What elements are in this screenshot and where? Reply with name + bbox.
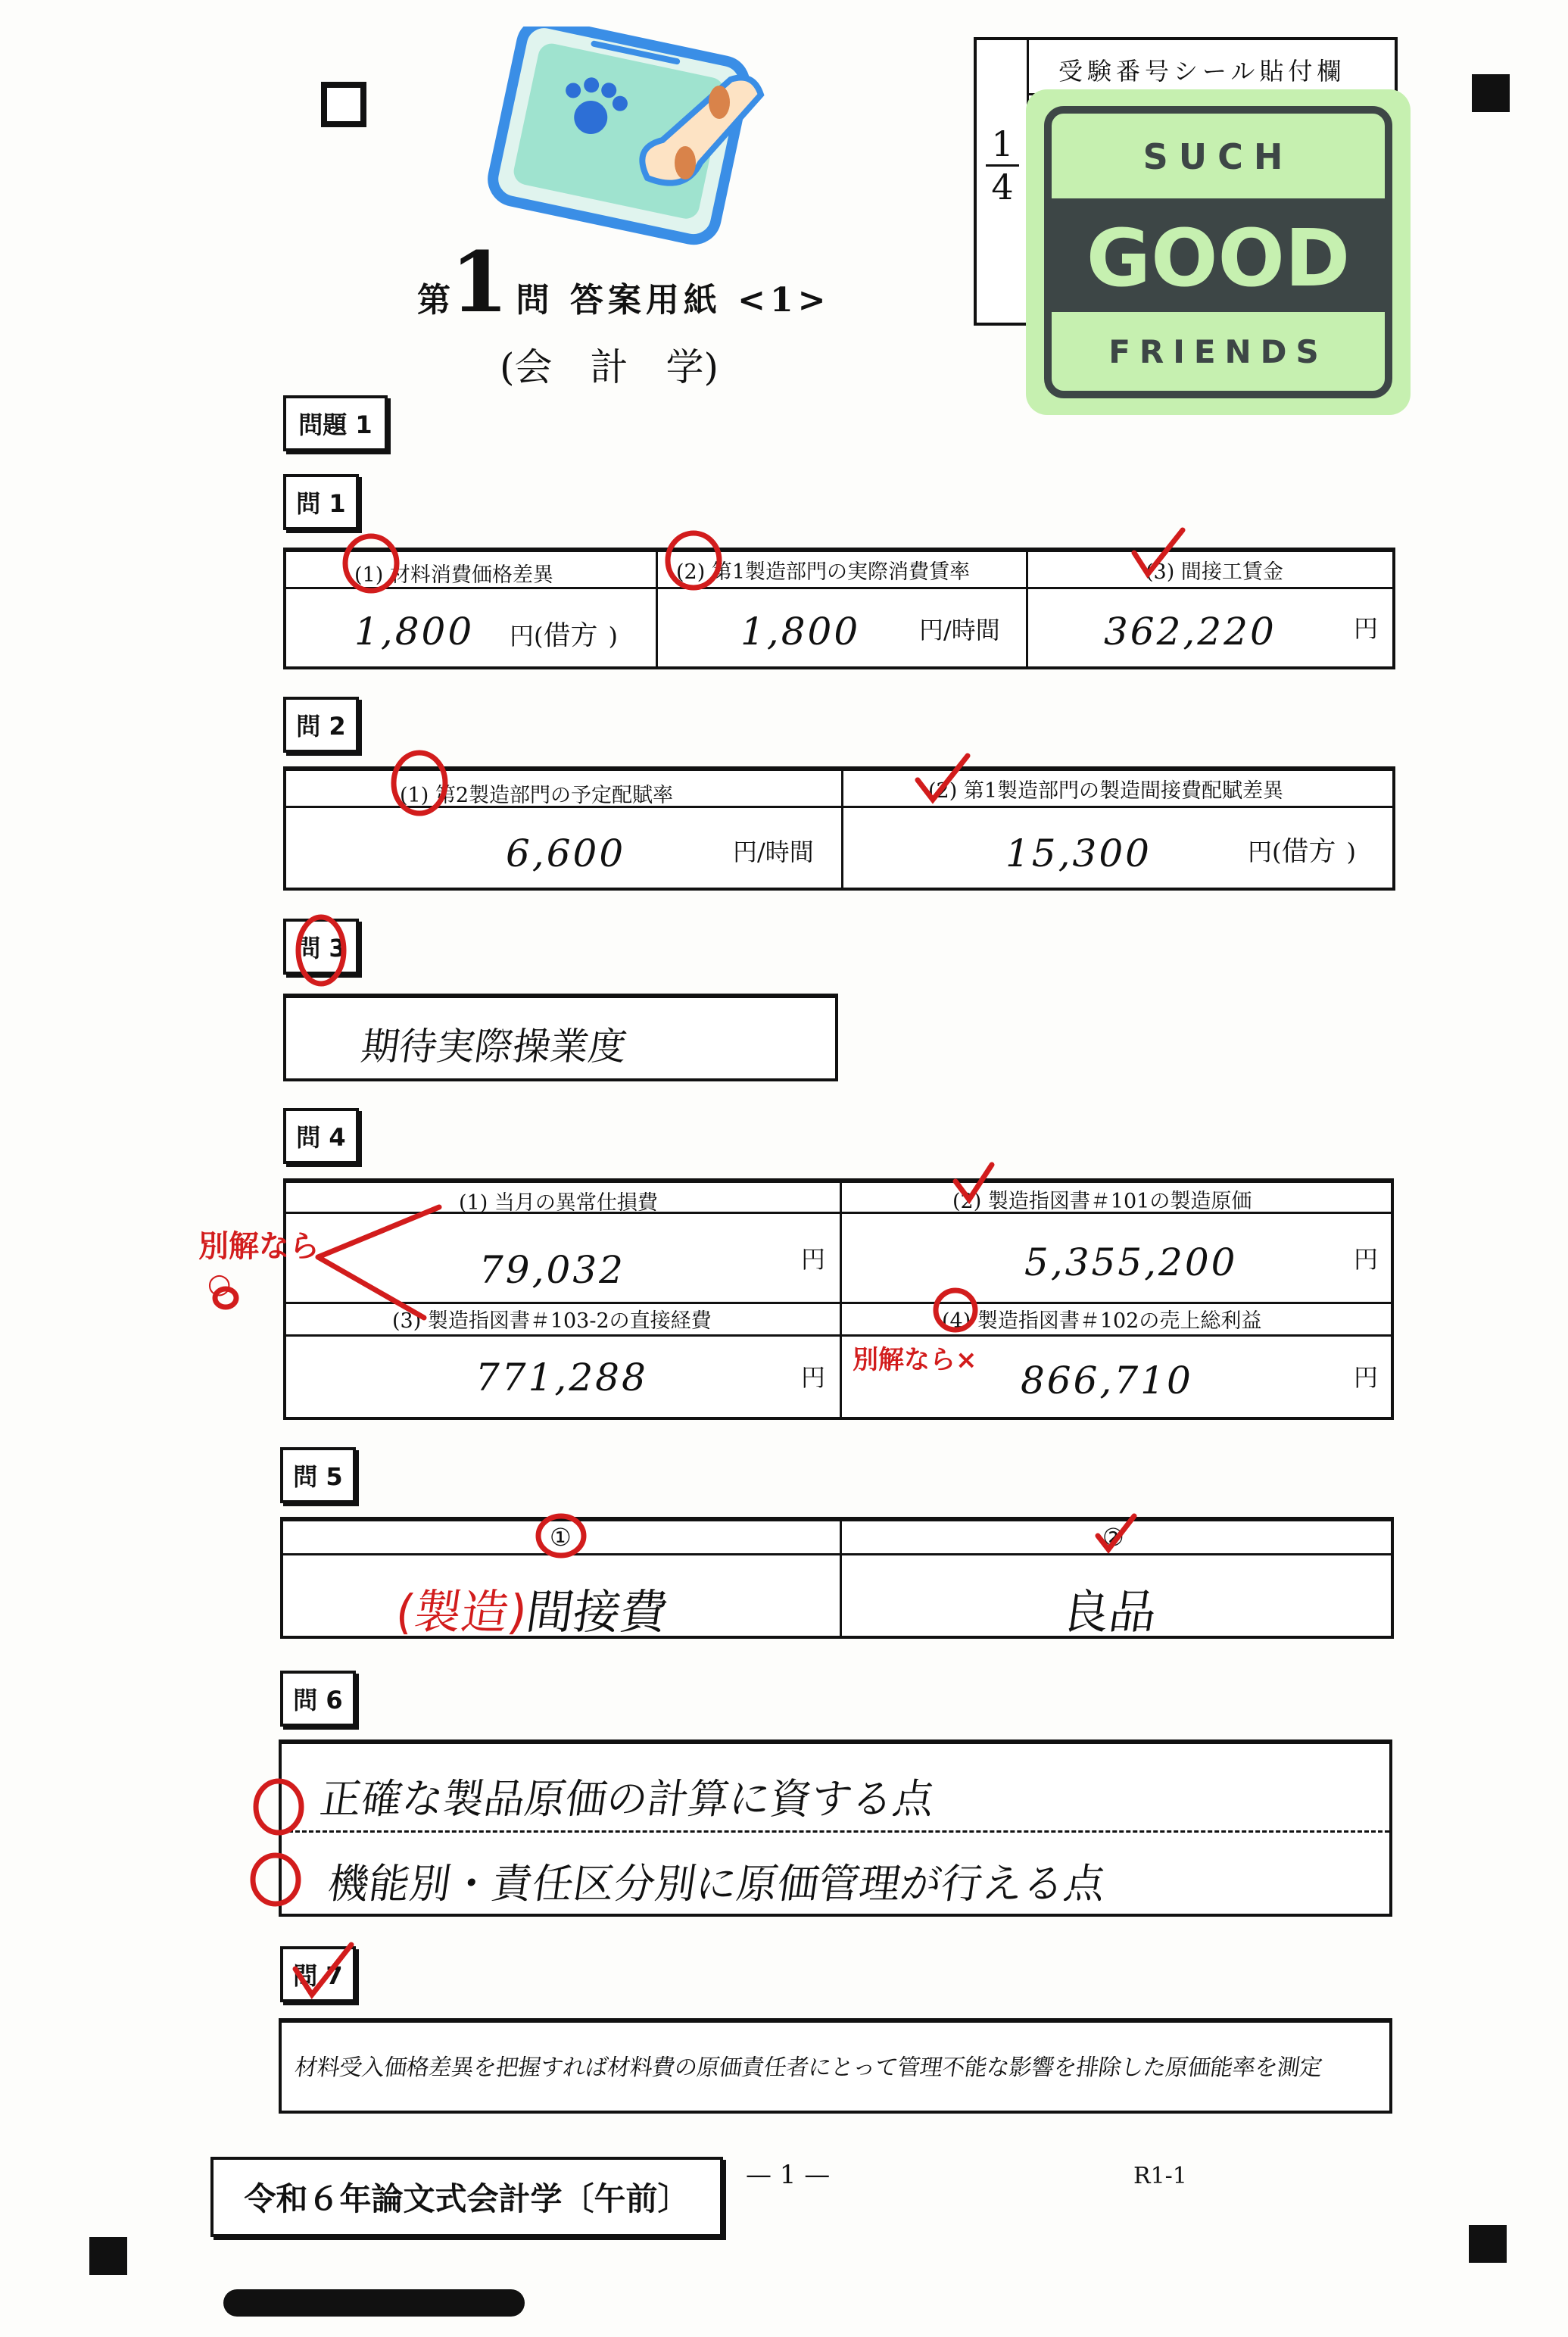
page-number: — 1 — (746, 2160, 831, 2190)
q5-answer-2: 良品 (1058, 1584, 1161, 1640)
exam-title-box: 令和６年論文式会計学〔午前〕 (210, 2157, 723, 2237)
q6-label: 問 6 (280, 1671, 356, 1727)
q4-answer-1: 79,032 (479, 1248, 625, 1292)
q4-answer-3: 771,288 (475, 1356, 648, 1399)
form-code: R1-1 (1133, 2163, 1187, 2189)
q1-table: (1) 材料消費価格差異 (2) 第1製造部門の実際消費賃率 (3) 間接工賃金 1,800 円(借方 ) 1,800 円/時間 362,220 円 (283, 548, 1395, 669)
q4-label: 問 4 (283, 1108, 359, 1164)
q5-label: 問 5 (280, 1447, 356, 1503)
q7-answer: 材料受入価格差異を把握すれば材料費の原価責任者にとって管理不能な影響を排除した原価能率を測定 (293, 2055, 1324, 2081)
q6-answer-1: 正確な製品原価の計算に資する点 (317, 1775, 937, 1823)
redaction-bar (223, 2289, 525, 2317)
q4-answer-4: 866,710 (1021, 1359, 1193, 1403)
grader-note-right: 別解なら× (853, 1345, 977, 1375)
q6-box (279, 1739, 1392, 1917)
q3-label: 問 3 (283, 919, 359, 975)
q2-answer-1: 6,600 (506, 832, 626, 875)
q4-table: (1) 当月の異常仕損費 (2) 製造指図書＃101の製造原価 (3) 製造指図書＃103-2の直接経費 (4) 製造指図書＃102の売上総利益 79,032 円 5,355,200 円 771,288 円 866,710 円 (283, 1178, 1394, 1420)
page-title: 第1 問 答案用紙 <1> (417, 233, 831, 331)
q1-answer-3: 362,220 (1104, 610, 1277, 654)
q5-table: ① ② (製造)間接費 良品 (280, 1517, 1394, 1639)
q2-answer-2: 15,300 (1005, 832, 1152, 875)
good-friends-sticker: SUCH GOOD FRIENDS (1026, 89, 1411, 415)
q1-answer-2: 1,800 (740, 610, 861, 654)
corner-marker-bottom-right (1469, 2225, 1507, 2263)
q2-label: 問 2 (283, 697, 359, 753)
q7-box (279, 2018, 1392, 2114)
q3-box (283, 994, 838, 1081)
corner-marker-bottom-left (89, 2237, 127, 2275)
q4-answer-2: 5,355,200 (1024, 1240, 1238, 1284)
q6-answer-2: 機能別・責任区分別に原価管理が行える点 (325, 1860, 1108, 1908)
corner-marker-top-right (1472, 74, 1510, 112)
page-fraction: 1 4 (986, 123, 1019, 207)
seal-label: 受験番号シール貼付欄 (1058, 57, 1346, 86)
q3-answer: 期待実際操業度 (358, 1025, 630, 1069)
section-label: 問題 1 (283, 395, 388, 451)
corner-marker-top-left (321, 82, 366, 127)
tablet-sticker-icon (458, 27, 791, 254)
grader-note-left: 別解なら ○ (198, 1229, 320, 1300)
q7-label: 問 7 (280, 1946, 356, 2002)
q1-label: 問 1 (283, 474, 359, 530)
q2-table: (1) 第2製造部門の予定配賦率 (2) 第1製造部門の製造間接費配賦差異 6,600 円/時間 15,300 円(借方 ) (283, 766, 1395, 891)
q1-answer-1: 1,800 (354, 610, 475, 654)
q5-answer-1: (製造)間接費 (392, 1584, 672, 1640)
subject-label: (会 計 学) (500, 345, 719, 389)
